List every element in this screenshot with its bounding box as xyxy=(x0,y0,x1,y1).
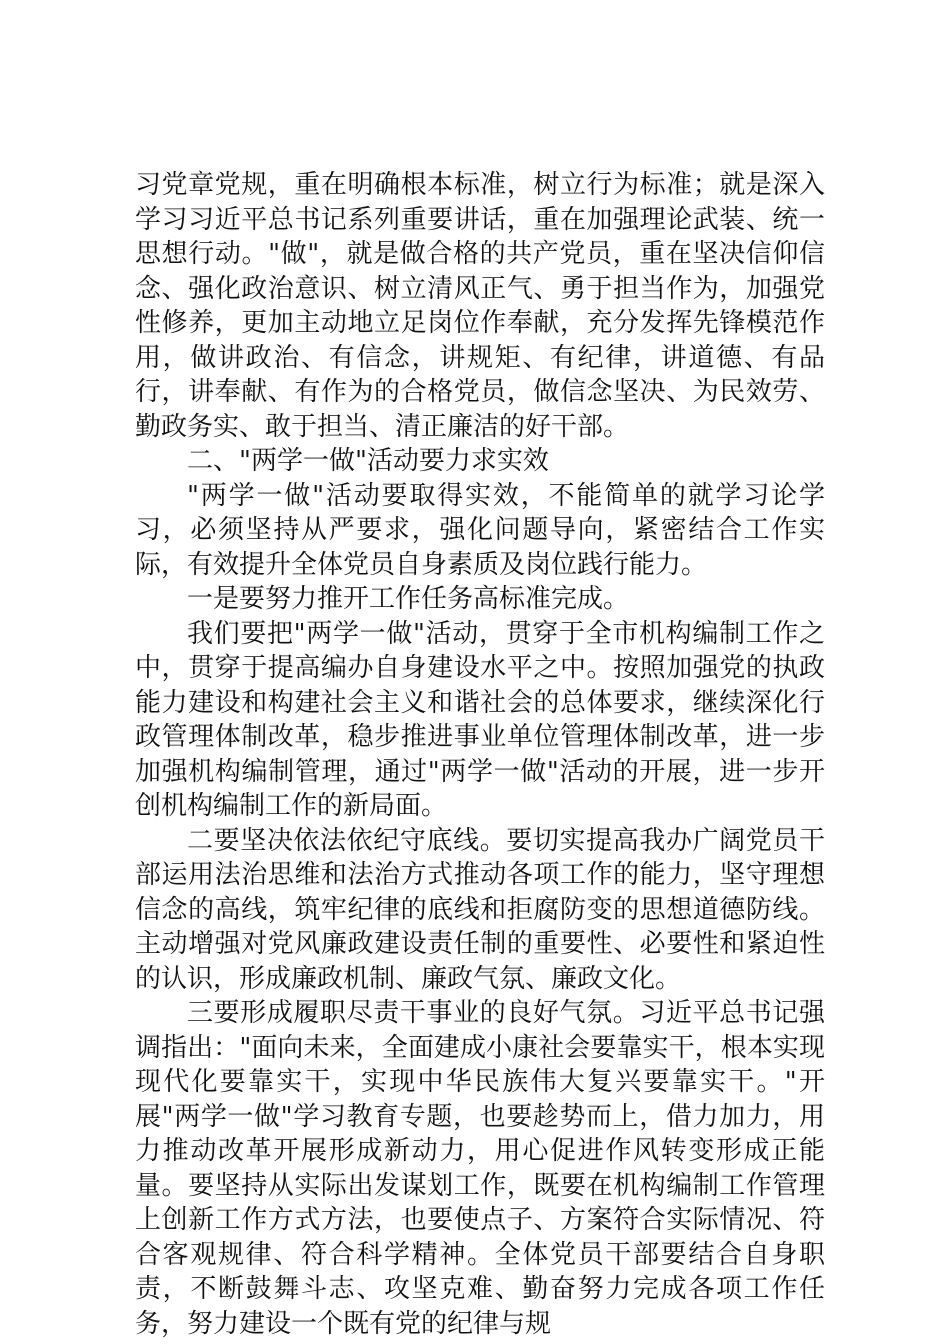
paragraph: "两学一做"活动要取得实效，不能简单的就学习论学习，必须坚持从严要求，强化问题导向，紧密结合工作实际，有效提升全体党员自身素质及岗位践行能力。 xyxy=(135,480,825,580)
paragraph: 我们要把"两学一做"活动，贯穿于全市机构编制工作之中，贯穿于提高编办自身建设水平之中。按照加强党的执政能力建设和构建社会主义和谐社会的总体要求，继续深化行政管理体制改革，稳步推进事业单位管理体制改革，进一步加强机构编制管理，通过"两学一做"活动的开展，进一步开创机构编制工作的新局面。 xyxy=(135,618,825,821)
section-heading: 二、"两学一做"活动要力求实效 xyxy=(187,446,549,476)
paragraph: 三要形成履职尽责干事业的良好气氛。习近平总书记强调指出："面向未来，全面建成小康社会要靠实干，根本实现现代化要靠实干，实现中华民族伟大复兴要靠实干。"开展"两学一做"学习教育专题，也要趁势而上，借力加力，用力推动改革开展形成新动力，用心促进作风转变形成正能量。要坚持从实际出发谋划工作，既要在机构编制工作管理上创新工作方式方法，也要使点子、方案符合实际情况、符合客观规律、符合科学精神。全体党员干部要结合自身职责，不断鼓舞斗志、攻坚克难、勤奋努力完成各项工作任务，努力建设一个既有党的纪律与规 xyxy=(135,998,825,1339)
paragraph-continuation: 习党章党规，重在明确根本标准，树立行为标准；就是深入学习习近平总书记系列重要讲话，重在加强理论武装、统一思想行动。"做"，就是做合格的共产党员，重在坚决信仰信念、强化政治意识、树立清风正气、勇于担当作为，加强党性修养，更加主动地立足岗位作奉献，充分发挥先锋模范作用，做讲政治、有信念，讲规矩、有纪律，讲道德、有品行，讲奉献、有作为的合格党员，做信念坚决、为民效劳、勤政务实、敢于担当、清正廉洁的好干部。 xyxy=(135,170,825,442)
paragraph: 一是要努力推开工作任务高标准完成。 xyxy=(187,584,630,614)
document-body xyxy=(135,168,825,1341)
paragraph: 二要坚决依法依纪守底线。要切实提高我办广阔党员干部运用法治思维和法治方式推动各项工作的能力，坚守理想信念的高线，筑牢纪律的底线和拒腐防变的思想道德防线。主动增强对党风廉政建设责任制的重要性、必要性和紧迫性的认识，形成廉政机制、廉政气氛、廉政文化。 xyxy=(135,825,825,994)
